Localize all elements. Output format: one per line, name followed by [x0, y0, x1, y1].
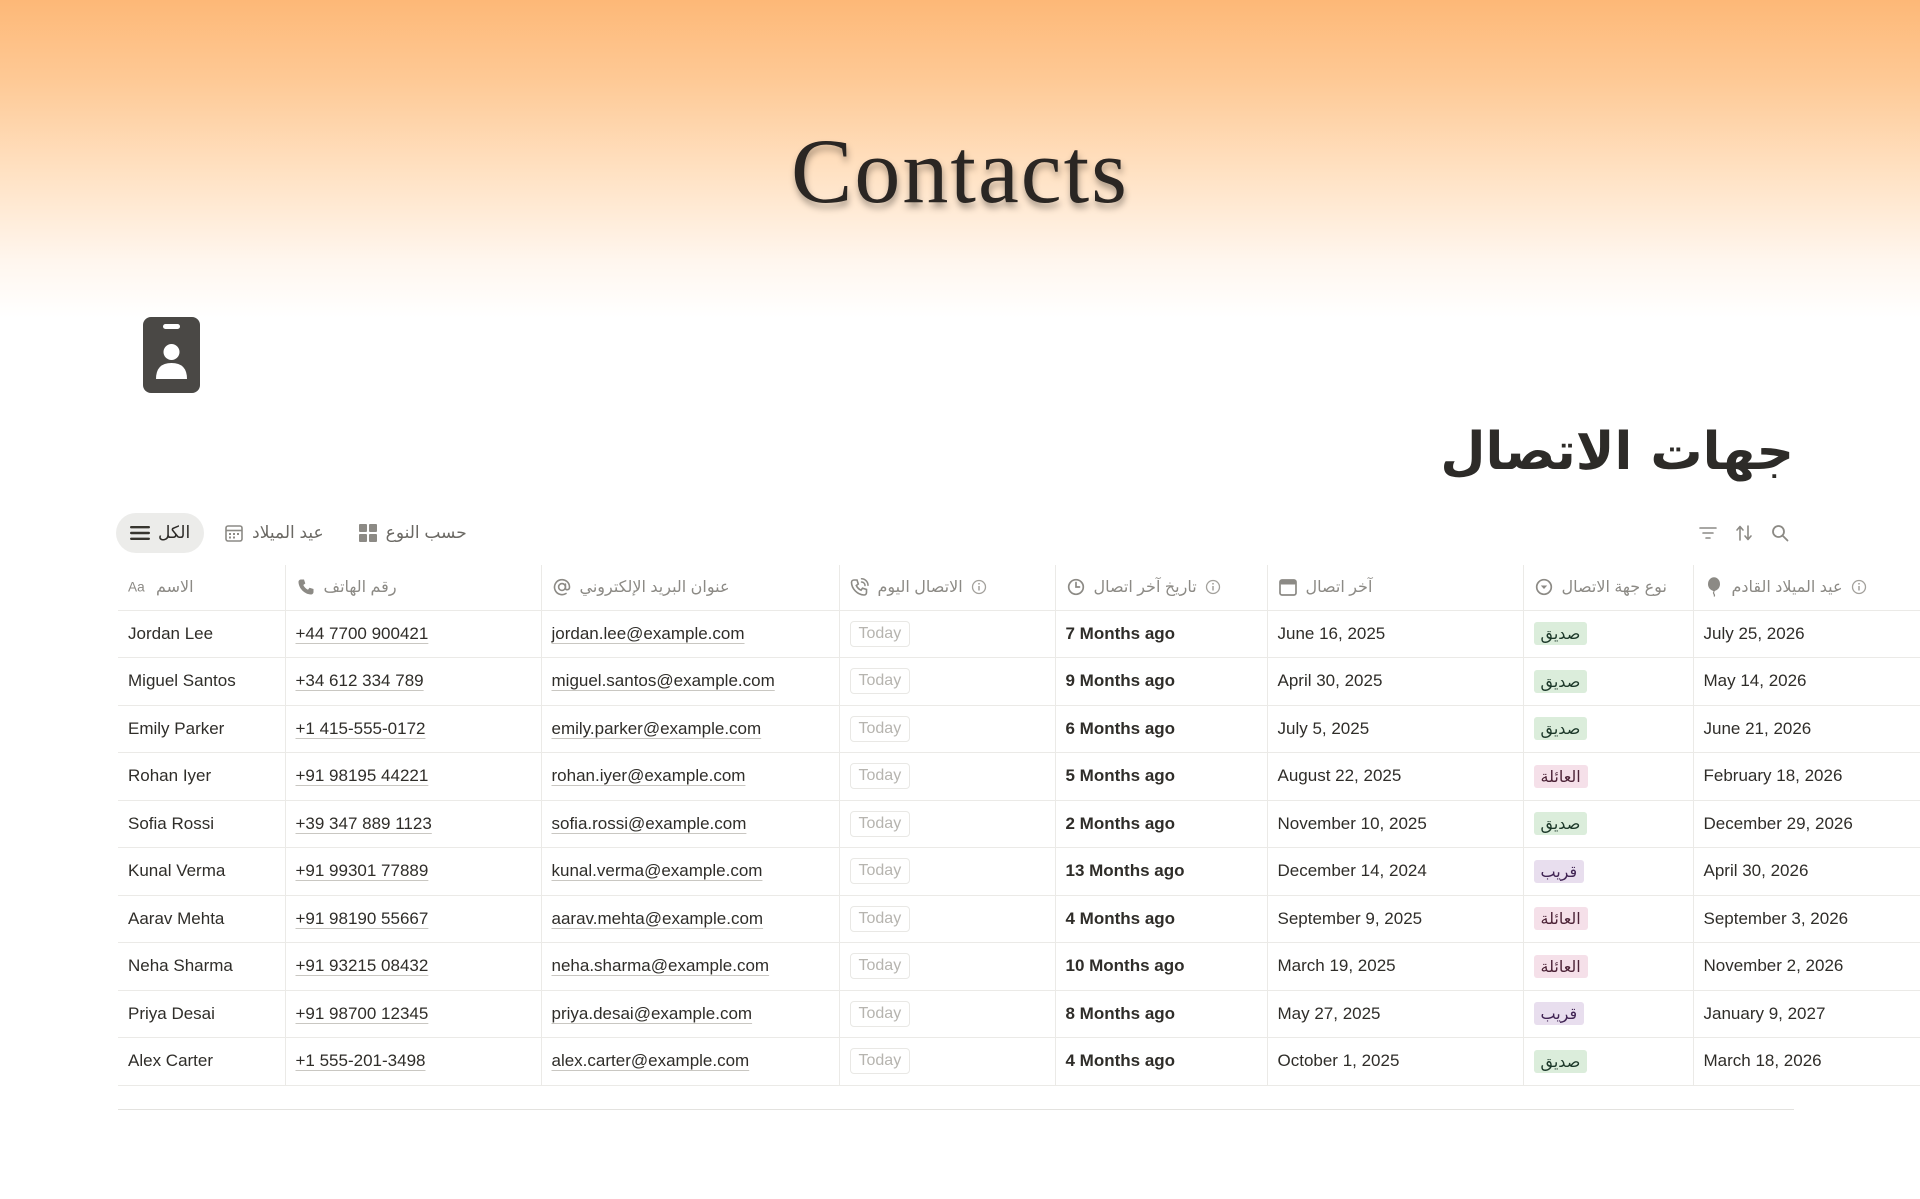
cell-type[interactable] [1523, 800, 1693, 848]
cell-call-today[interactable] [839, 848, 1055, 896]
months-ago: 10 Months ago [1065, 956, 1185, 976]
cell-type[interactable] [1523, 610, 1693, 658]
phone-link[interactable]: +39 347 889 1123 [295, 813, 432, 833]
last-contact-date: May 27, 2025 [1277, 1003, 1381, 1023]
table-row[interactable] [118, 705, 1920, 753]
cell-last-contact[interactable] [1267, 848, 1523, 896]
column-label: عنوان البريد الإلكتروني [579, 579, 730, 597]
next-birthday-date: May 14, 2026 [1703, 671, 1807, 691]
cell-phone[interactable] [285, 658, 541, 706]
table-row[interactable] [118, 753, 1920, 801]
cell-next-birthday[interactable] [1693, 990, 1920, 1038]
last-contact-date: October 1, 2025 [1277, 1051, 1400, 1071]
next-birthday-date: June 21, 2026 [1703, 718, 1812, 738]
today-button[interactable]: Today [850, 811, 911, 837]
column-header-phone[interactable] [285, 565, 541, 610]
cell-phone[interactable] [285, 705, 541, 753]
next-birthday-date: September 3, 2026 [1703, 908, 1849, 928]
cell-next-birthday[interactable] [1693, 943, 1920, 991]
cell-type[interactable] [1523, 1038, 1693, 1086]
next-birthday-date: July 25, 2026 [1703, 623, 1805, 643]
cell-email[interactable] [541, 943, 839, 991]
next-birthday-date: March 18, 2026 [1703, 1051, 1822, 1071]
view-tab-all[interactable] [116, 513, 204, 553]
cell-phone[interactable] [285, 848, 541, 896]
today-button[interactable]: Today [850, 763, 911, 789]
phone-link[interactable]: +1 415-555-0172 [295, 718, 426, 738]
table-row[interactable] [118, 990, 1920, 1038]
cell-email[interactable] [541, 990, 839, 1038]
cell-phone[interactable] [285, 943, 541, 991]
phone-icon [296, 577, 316, 597]
column-label: رقم الهاتف [323, 579, 397, 597]
info-icon[interactable] [1205, 579, 1221, 595]
info-icon[interactable] [971, 579, 987, 595]
contact-type-tag[interactable]: صديق [1534, 717, 1588, 740]
view-tab-label: الكل [158, 523, 191, 542]
cell-last-contact-date[interactable] [1055, 658, 1267, 706]
text-type-icon [128, 577, 148, 597]
sort-icon[interactable] [1734, 522, 1754, 544]
cell-call-today[interactable] [839, 1038, 1055, 1086]
email-link[interactable]: kunal.verma@example.com [551, 861, 763, 881]
last-contact-date: April 30, 2025 [1277, 671, 1383, 691]
contact-type-tag[interactable]: صديق [1534, 812, 1588, 835]
cell-last-contact-date[interactable] [1055, 610, 1267, 658]
column-header-call-today[interactable] [839, 565, 1055, 610]
cell-next-birthday[interactable] [1693, 705, 1920, 753]
table-row[interactable] [118, 895, 1920, 943]
email-link[interactable]: jordan.lee@example.com [551, 623, 745, 643]
cell-email[interactable] [541, 1038, 839, 1086]
contact-name[interactable]: Neha Sharma [128, 956, 233, 976]
cell-type[interactable] [1523, 753, 1693, 801]
today-button[interactable]: Today [850, 716, 911, 742]
cell-email[interactable] [541, 800, 839, 848]
cell-email[interactable] [541, 895, 839, 943]
months-ago: 6 Months ago [1065, 718, 1176, 738]
cell-email[interactable] [541, 848, 839, 896]
last-contact-date: July 5, 2025 [1277, 718, 1370, 738]
column-header-type[interactable] [1523, 565, 1693, 610]
clock-icon [1066, 577, 1086, 597]
today-button[interactable]: Today [850, 621, 911, 647]
cell-call-today[interactable] [839, 705, 1055, 753]
cell-next-birthday[interactable] [1693, 800, 1920, 848]
view-tab-label: عيد الميلاد [252, 523, 324, 542]
table-row[interactable] [118, 848, 1920, 896]
cell-type[interactable] [1523, 658, 1693, 706]
cell-email[interactable] [541, 705, 839, 753]
cell-last-contact-date[interactable] [1055, 1038, 1267, 1086]
filter-icon[interactable] [1698, 522, 1718, 544]
contact-name[interactable]: Priya Desai [128, 1003, 215, 1023]
cell-last-contact[interactable] [1267, 658, 1523, 706]
cell-next-birthday[interactable] [1693, 1038, 1920, 1086]
phone-link[interactable]: +91 99301 77889 [295, 861, 429, 881]
table-body [118, 610, 1920, 1085]
cell-phone[interactable] [285, 895, 541, 943]
contact-card-icon[interactable] [143, 317, 200, 393]
cell-name[interactable] [118, 753, 285, 801]
table-row[interactable] [118, 1038, 1920, 1086]
contact-type-tag[interactable]: العائلة [1534, 955, 1588, 978]
column-header-last-contact[interactable] [1267, 565, 1523, 610]
months-ago: 7 Months ago [1065, 623, 1176, 643]
email-link[interactable]: aarav.mehta@example.com [551, 908, 764, 928]
column-header-last-contact-date[interactable] [1055, 565, 1267, 610]
cell-email[interactable] [541, 658, 839, 706]
cell-next-birthday[interactable] [1693, 848, 1920, 896]
column-label: الاسم [156, 579, 194, 597]
next-birthday-date: February 18, 2026 [1703, 766, 1843, 786]
cell-call-today[interactable] [839, 658, 1055, 706]
board-icon [358, 523, 378, 543]
email-link[interactable]: emily.parker@example.com [551, 718, 762, 738]
table-header-row [118, 565, 1920, 610]
phone-link[interactable]: +1 555-201-3498 [295, 1051, 426, 1071]
cell-name[interactable] [118, 610, 285, 658]
cell-phone[interactable] [285, 990, 541, 1038]
next-birthday-date: January 9, 2027 [1703, 1003, 1826, 1023]
contact-type-tag[interactable]: صديق [1534, 1050, 1588, 1073]
cell-next-birthday[interactable] [1693, 753, 1920, 801]
email-link[interactable]: priya.desai@example.com [551, 1003, 753, 1023]
today-button[interactable]: Today [850, 1001, 911, 1027]
table-row[interactable] [118, 610, 1920, 658]
column-label: نوع جهة الاتصال [1561, 579, 1667, 597]
view-tab-by-type[interactable] [344, 513, 481, 553]
next-birthday-date: April 30, 2026 [1703, 861, 1809, 881]
cell-type[interactable] [1523, 990, 1693, 1038]
search-icon[interactable] [1770, 522, 1790, 544]
email-link[interactable]: alex.carter@example.com [551, 1051, 750, 1071]
svg-text:Aa: Aa [128, 579, 145, 595]
cell-last-contact[interactable] [1267, 705, 1523, 753]
page-title: جهات الاتصال [1440, 422, 1794, 482]
contacts-table [118, 565, 1920, 1086]
phone-link[interactable]: +91 98700 12345 [295, 1003, 429, 1023]
cell-last-contact[interactable] [1267, 895, 1523, 943]
cell-call-today[interactable] [839, 943, 1055, 991]
info-icon[interactable] [1851, 579, 1867, 595]
contact-type-tag[interactable]: قريب [1534, 860, 1585, 883]
contact-name[interactable]: Emily Parker [128, 718, 225, 738]
contact-type-tag[interactable]: صديق [1534, 670, 1588, 693]
column-header-name[interactable] [118, 565, 285, 610]
table-row[interactable] [118, 658, 1920, 706]
cell-phone[interactable] [285, 610, 541, 658]
select-icon [1534, 577, 1554, 597]
cell-last-contact[interactable] [1267, 990, 1523, 1038]
last-contact-date: September 9, 2025 [1277, 908, 1423, 928]
last-contact-date: June 16, 2025 [1277, 623, 1386, 643]
months-ago: 9 Months ago [1065, 671, 1176, 691]
cell-name[interactable] [118, 705, 285, 753]
cell-call-today[interactable] [839, 800, 1055, 848]
cell-last-contact[interactable] [1267, 943, 1523, 991]
view-tab-label: حسب النوع [385, 523, 467, 542]
cell-last-contact[interactable] [1267, 753, 1523, 801]
contact-name[interactable]: Miguel Santos [128, 671, 236, 691]
column-header-email[interactable] [541, 565, 839, 610]
today-button[interactable]: Today [850, 858, 911, 884]
email-link[interactable]: neha.sharma@example.com [551, 956, 770, 976]
months-ago: 4 Months ago [1065, 908, 1176, 928]
last-contact-date: December 14, 2024 [1277, 861, 1427, 881]
view-tab-birthday[interactable] [210, 513, 338, 553]
contact-type-tag[interactable]: صديق [1534, 622, 1588, 645]
calendar-icon [224, 523, 244, 543]
cell-call-today[interactable] [839, 610, 1055, 658]
email-link[interactable]: rohan.iyer@example.com [551, 766, 746, 786]
cell-call-today[interactable] [839, 895, 1055, 943]
contact-name[interactable]: Aarav Mehta [128, 908, 225, 928]
calendar-icon [1278, 577, 1298, 597]
months-ago: 5 Months ago [1065, 766, 1176, 786]
cell-name[interactable] [118, 943, 285, 991]
column-label: تاريخ آخر اتصال [1093, 579, 1197, 597]
cell-phone[interactable] [285, 800, 541, 848]
cell-next-birthday[interactable] [1693, 610, 1920, 658]
email-link[interactable]: miguel.santos@example.com [551, 671, 775, 691]
cell-last-contact-date[interactable] [1055, 990, 1267, 1038]
cell-last-contact[interactable] [1267, 610, 1523, 658]
contact-name[interactable]: Alex Carter [128, 1051, 214, 1071]
contact-name[interactable]: Jordan Lee [128, 623, 214, 643]
today-button[interactable]: Today [850, 1048, 911, 1074]
cell-type[interactable] [1523, 705, 1693, 753]
contact-name[interactable]: Kunal Verma [128, 861, 226, 881]
cell-next-birthday[interactable] [1693, 895, 1920, 943]
cell-last-contact[interactable] [1267, 1038, 1523, 1086]
cell-name[interactable] [118, 848, 285, 896]
table-bottom-divider [118, 1109, 1794, 1110]
phone-link[interactable]: +44 7700 900421 [295, 623, 429, 643]
months-ago: 4 Months ago [1065, 1051, 1176, 1071]
cell-last-contact-date[interactable] [1055, 848, 1267, 896]
cell-phone[interactable] [285, 1038, 541, 1086]
months-ago: 8 Months ago [1065, 1003, 1176, 1023]
cell-last-contact-date[interactable] [1055, 800, 1267, 848]
cell-email[interactable] [541, 610, 839, 658]
months-ago: 13 Months ago [1065, 861, 1185, 881]
cell-name[interactable] [118, 800, 285, 848]
phone-link[interactable]: +91 98195 44221 [295, 766, 429, 786]
cell-call-today[interactable] [839, 753, 1055, 801]
column-label: عيد الميلاد القادم [1731, 579, 1843, 597]
contact-type-tag[interactable]: العائلة [1534, 907, 1588, 930]
cell-last-contact-date[interactable] [1055, 895, 1267, 943]
cover-title: Contacts [791, 120, 1129, 222]
cell-name[interactable] [118, 990, 285, 1038]
column-header-next-birthday[interactable] [1693, 565, 1920, 610]
today-button[interactable]: Today [850, 953, 911, 979]
cell-name[interactable] [118, 658, 285, 706]
table-row[interactable] [118, 943, 1920, 991]
cell-type[interactable] [1523, 895, 1693, 943]
cell-last-contact[interactable] [1267, 800, 1523, 848]
phone-link[interactable]: +34 612 334 789 [295, 671, 424, 691]
contact-type-tag[interactable]: العائلة [1534, 765, 1588, 788]
cell-next-birthday[interactable] [1693, 658, 1920, 706]
list-icon [130, 523, 150, 543]
at-sign-icon [552, 577, 572, 597]
cell-type[interactable] [1523, 943, 1693, 991]
column-label: الاتصال اليوم [877, 579, 963, 597]
table-row[interactable] [118, 800, 1920, 848]
last-contact-date: August 22, 2025 [1277, 766, 1402, 786]
months-ago: 2 Months ago [1065, 813, 1176, 833]
contact-name[interactable]: Sofia Rossi [128, 813, 214, 833]
balloon-icon [1704, 577, 1724, 597]
cell-last-contact-date[interactable] [1055, 753, 1267, 801]
cell-name[interactable] [118, 895, 285, 943]
phone-link[interactable]: +91 93215 08432 [295, 956, 429, 976]
last-contact-date: November 10, 2025 [1277, 813, 1427, 833]
phone-link[interactable]: +91 98190 55667 [295, 908, 429, 928]
next-birthday-date: November 2, 2026 [1703, 956, 1844, 976]
view-tabs [116, 512, 487, 554]
today-button[interactable]: Today [850, 906, 911, 932]
cell-name[interactable] [118, 1038, 285, 1086]
cover-banner [0, 0, 1920, 318]
contact-name[interactable]: Rohan Iyer [128, 766, 212, 786]
cell-last-contact-date[interactable] [1055, 705, 1267, 753]
last-contact-date: March 19, 2025 [1277, 956, 1396, 976]
cell-phone[interactable] [285, 753, 541, 801]
email-link[interactable]: sofia.rossi@example.com [551, 813, 747, 833]
next-birthday-date: December 29, 2026 [1703, 813, 1853, 833]
cell-email[interactable] [541, 753, 839, 801]
cell-type[interactable] [1523, 848, 1693, 896]
cell-last-contact-date[interactable] [1055, 943, 1267, 991]
phone-call-icon [850, 577, 870, 597]
today-button[interactable]: Today [850, 668, 911, 694]
column-label: آخر اتصال [1305, 579, 1373, 597]
contact-type-tag[interactable]: قريب [1534, 1002, 1585, 1025]
database-toolbar [1698, 522, 1790, 544]
cell-call-today[interactable] [839, 990, 1055, 1038]
